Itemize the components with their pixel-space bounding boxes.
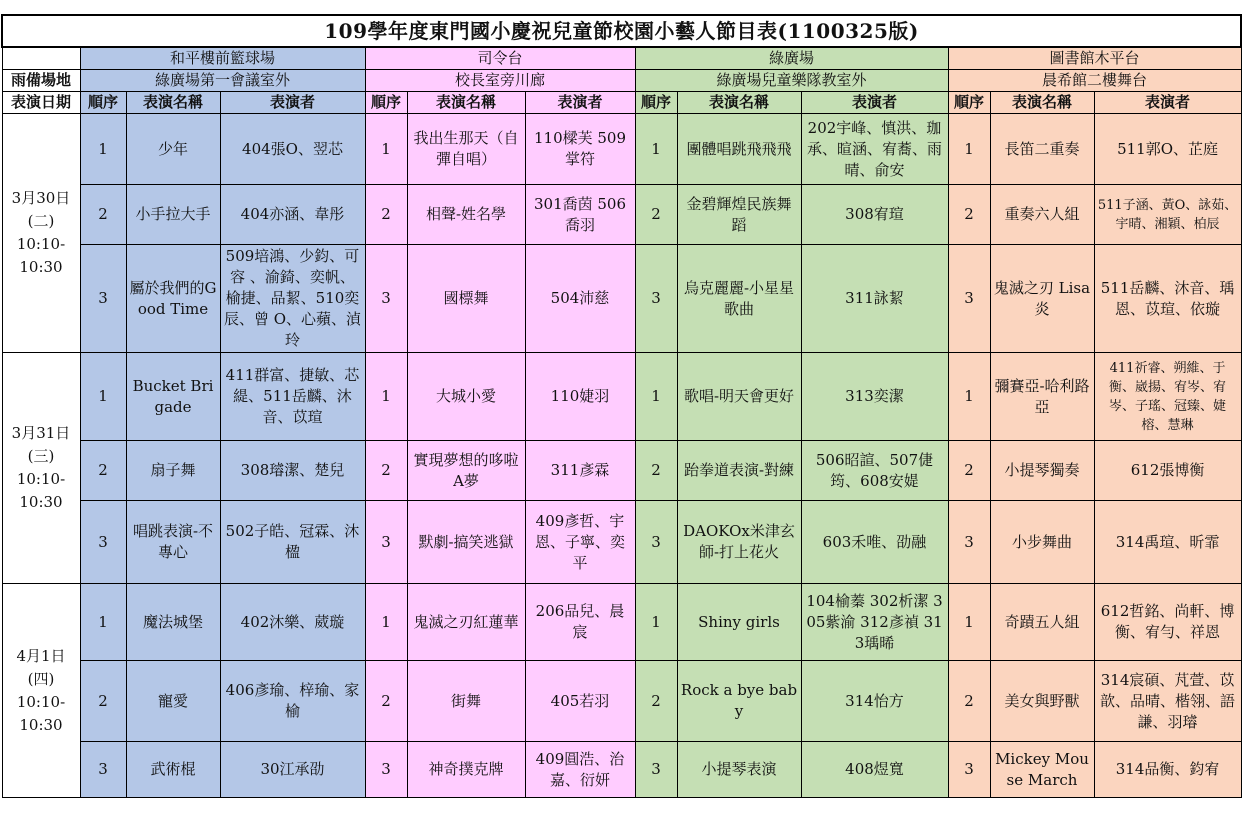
act-cell: 奇蹟五人組: [990, 584, 1094, 661]
order-cell: 3: [948, 501, 990, 584]
order-cell: 3: [365, 501, 407, 584]
order-cell: 3: [635, 501, 677, 584]
order-cell: 2: [80, 185, 126, 245]
order-cell: 3: [948, 245, 990, 353]
performer-header: 表演者: [801, 92, 948, 114]
act-cell: 美女與野獸: [990, 661, 1094, 742]
performer-header: 表演者: [1094, 92, 1241, 114]
order-cell: 1: [635, 353, 677, 441]
date-weekday: (二): [27, 212, 55, 230]
performer-cell: 311彥霖: [525, 441, 635, 501]
performer-cell: 511郭O、芷庭: [1094, 114, 1241, 185]
order-cell: 2: [365, 441, 407, 501]
performer-cell: 110婕羽: [525, 353, 635, 441]
rain-venue-label: 雨備場地: [2, 70, 80, 92]
act-cell: Mickey Mouse March: [990, 742, 1094, 798]
act-cell: 小步舞曲: [990, 501, 1094, 584]
venue-name-4: 圖書館木平台: [948, 47, 1241, 70]
act-header: 表演名稱: [677, 92, 801, 114]
date-time-end: 10:30: [19, 258, 63, 276]
act-cell: 小提琴表演: [677, 742, 801, 798]
order-cell: 2: [365, 661, 407, 742]
date-header: 表演日期: [2, 92, 80, 114]
order-cell: 2: [635, 441, 677, 501]
performer-cell: 202宇峰、慎洪、珈承、暄涵、宥蕎、雨晴、俞安: [801, 114, 948, 185]
venue-name-2: 司令台: [365, 47, 635, 70]
date-time-start: 10:10-: [16, 692, 66, 711]
order-header: 順序: [635, 92, 677, 114]
table-row: [2, 353, 1241, 441]
order-cell: 1: [635, 584, 677, 661]
performer-cell: 308宥瑄: [801, 185, 948, 245]
performer-cell: 30江承劭: [220, 742, 365, 798]
performer-header: 表演者: [220, 92, 365, 114]
act-header: 表演名稱: [126, 92, 220, 114]
performer-cell: 411群富、捷敏、芯緹、511岳麟、沐音、苡瑄: [220, 353, 365, 441]
act-cell: DAOKOx米津玄師-打上花火: [677, 501, 801, 584]
order-cell: 2: [80, 661, 126, 742]
order-cell: 3: [80, 245, 126, 353]
act-cell: 小提琴獨奏: [990, 441, 1094, 501]
performer-cell: 404張O、翌芯: [220, 114, 365, 185]
order-cell: 1: [80, 114, 126, 185]
act-cell: Bucket Brigade: [126, 353, 220, 441]
order-cell: 1: [948, 584, 990, 661]
act-cell: 重奏六人組: [990, 185, 1094, 245]
act-cell: 默劇-搞笑逃獄: [407, 501, 525, 584]
date-date: 3月31日: [11, 424, 71, 442]
rain-venue-2: 校長室旁川廊: [365, 70, 635, 92]
performer-cell: 612哲銘、尚軒、博衡、宥勻、祥恩: [1094, 584, 1241, 661]
performer-cell: 314禹瑄、昕霏: [1094, 501, 1241, 584]
act-cell: 唱跳表演-不專心: [126, 501, 220, 584]
act-cell: 長笛二重奏: [990, 114, 1094, 185]
act-cell: 大城小愛: [407, 353, 525, 441]
date-cell: [2, 353, 80, 584]
date-time-start: 10:10-: [16, 235, 66, 253]
date-time-start: 10:10-: [16, 470, 66, 488]
corner-blank: [2, 47, 80, 70]
order-header: 順序: [80, 92, 126, 114]
order-cell: 1: [80, 584, 126, 661]
order-cell: 1: [948, 353, 990, 441]
rain-venue-4: 晨希館二樓舞台: [948, 70, 1241, 92]
performer-cell: 612張博衡: [1094, 441, 1241, 501]
order-cell: 2: [948, 185, 990, 245]
table-row: [2, 584, 1241, 661]
date-weekday: (三): [27, 447, 55, 465]
order-cell: 1: [365, 584, 407, 661]
act-cell: 少年: [126, 114, 220, 185]
act-cell: 國標舞: [407, 245, 525, 353]
performer-cell: 314宸碩、芃萱、苡歆、品晴、楷翎、語謙、羽璿: [1094, 661, 1241, 742]
act-cell: 鬼滅之刃紅蓮華: [407, 584, 525, 661]
performer-cell: 511子涵、黃O、詠茹、宇晴、湘穎、柏辰: [1094, 185, 1241, 245]
venue-name-1: 和平樓前籃球場: [80, 47, 365, 70]
date-date: 4月1日: [16, 646, 66, 665]
order-cell: 3: [80, 501, 126, 584]
table-row: [2, 185, 1241, 245]
act-header: 表演名稱: [990, 92, 1094, 114]
performer-cell: 509培鴻、少鈞、可容 、渝錡、奕帆、榆捷、品絜、510奕辰、曾 O、心蘋、湞玲: [220, 245, 365, 353]
date-cell: [2, 114, 80, 353]
table-row: [2, 661, 1241, 742]
performer-cell: 506昭諠、507倢筠、608安媞: [801, 441, 948, 501]
act-cell: Shiny girls: [677, 584, 801, 661]
performer-cell: 504沛慈: [525, 245, 635, 353]
act-cell: 鬼滅之刃 Lisa炎: [990, 245, 1094, 353]
order-cell: 2: [365, 185, 407, 245]
act-cell: 相聲-姓名學: [407, 185, 525, 245]
page-title: 109學年度東門國小慶祝兒童節校園小藝人節目表(1100325版): [2, 15, 1241, 47]
performer-cell: 301喬茵 506喬羽: [525, 185, 635, 245]
rain-venue-3: 綠廣場兒童樂隊教室外: [635, 70, 948, 92]
table-row: [2, 114, 1241, 185]
order-cell: 3: [948, 742, 990, 798]
act-cell: 跆拳道表演-對練: [677, 441, 801, 501]
order-header: 順序: [365, 92, 407, 114]
performer-cell: 402沐樂、葳璇: [220, 584, 365, 661]
act-cell: 屬於我們的Good Time: [126, 245, 220, 353]
act-cell: 神奇撲克牌: [407, 742, 525, 798]
performer-cell: 409彥哲、宇恩、子寧、奕平: [525, 501, 635, 584]
performer-cell: 314怡方: [801, 661, 948, 742]
order-cell: 1: [635, 114, 677, 185]
act-cell: 武術棍: [126, 742, 220, 798]
act-cell: 我出生那天（自彈自唱）: [407, 114, 525, 185]
act-cell: 烏克麗麗-小星星歌曲: [677, 245, 801, 353]
performer-cell: 104榆蓁 302析潔 305紫渝 312彥禎 313瑀晞: [801, 584, 948, 661]
order-cell: 2: [80, 441, 126, 501]
performer-cell: 411祈睿、朔維、于衡、崴揚、宥岑、宥岑、子瑤、冠臻、婕榕、慧琳: [1094, 353, 1241, 441]
performer-cell: 311詠絜: [801, 245, 948, 353]
act-cell: 小手拉大手: [126, 185, 220, 245]
order-cell: 3: [635, 245, 677, 353]
table-row: [2, 245, 1241, 353]
performer-cell: 314品衡、鈞宥: [1094, 742, 1241, 798]
order-cell: 3: [80, 742, 126, 798]
performer-cell: 110樑芙 509掌符: [525, 114, 635, 185]
order-cell: 3: [365, 742, 407, 798]
act-cell: 金碧輝煌民族舞蹈: [677, 185, 801, 245]
schedule-table: [1, 14, 1242, 798]
act-cell: 彌賽亞-哈利路亞: [990, 353, 1094, 441]
act-cell: 歌唱-明天會更好: [677, 353, 801, 441]
order-cell: 1: [80, 353, 126, 441]
schedule-body: [2, 114, 1241, 798]
order-cell: 3: [635, 742, 677, 798]
order-cell: 1: [365, 353, 407, 441]
act-cell: 實現夢想的哆啦A夢: [407, 441, 525, 501]
table-row: [2, 501, 1241, 584]
performer-cell: 511岳麟、沐音、瑀恩、苡瑄、依璇: [1094, 245, 1241, 353]
date-cell: [2, 584, 80, 798]
performer-cell: 502子皓、冠霖、沐楹: [220, 501, 365, 584]
date-time-end: 10:30: [19, 715, 63, 734]
act-header: 表演名稱: [407, 92, 525, 114]
act-cell: 扇子舞: [126, 441, 220, 501]
performer-cell: 313奕潔: [801, 353, 948, 441]
table-row: [2, 441, 1241, 501]
performer-cell: 603禾唯、劭融: [801, 501, 948, 584]
act-cell: 魔法城堡: [126, 584, 220, 661]
performer-cell: 206品兒、晨宸: [525, 584, 635, 661]
date-date: 3月30日: [11, 189, 71, 207]
order-cell: 1: [948, 114, 990, 185]
venue-name-3: 綠廣場: [635, 47, 948, 70]
performer-cell: 408煜寬: [801, 742, 948, 798]
date-weekday: (四): [27, 669, 55, 688]
act-cell: 寵愛: [126, 661, 220, 742]
performer-cell: 409圓浩、治嘉、衍妍: [525, 742, 635, 798]
act-cell: 街舞: [407, 661, 525, 742]
performer-cell: 405若羽: [525, 661, 635, 742]
act-cell: Rock a bye baby: [677, 661, 801, 742]
act-cell: 團體唱跳飛飛飛: [677, 114, 801, 185]
table-row: [2, 742, 1241, 798]
order-cell: 1: [365, 114, 407, 185]
performer-cell: 308璿潔、楚兒: [220, 441, 365, 501]
order-cell: 2: [948, 441, 990, 501]
performer-header: 表演者: [525, 92, 635, 114]
order-header: 順序: [948, 92, 990, 114]
date-time-end: 10:30: [19, 493, 63, 511]
rain-venue-1: 綠廣場第一會議室外: [80, 70, 365, 92]
order-cell: 2: [635, 185, 677, 245]
order-cell: 2: [635, 661, 677, 742]
performer-cell: 404亦涵、韋彤: [220, 185, 365, 245]
performer-cell: 406彥瑜、梓瑜、家榆: [220, 661, 365, 742]
order-cell: 2: [948, 661, 990, 742]
order-cell: 3: [365, 245, 407, 353]
